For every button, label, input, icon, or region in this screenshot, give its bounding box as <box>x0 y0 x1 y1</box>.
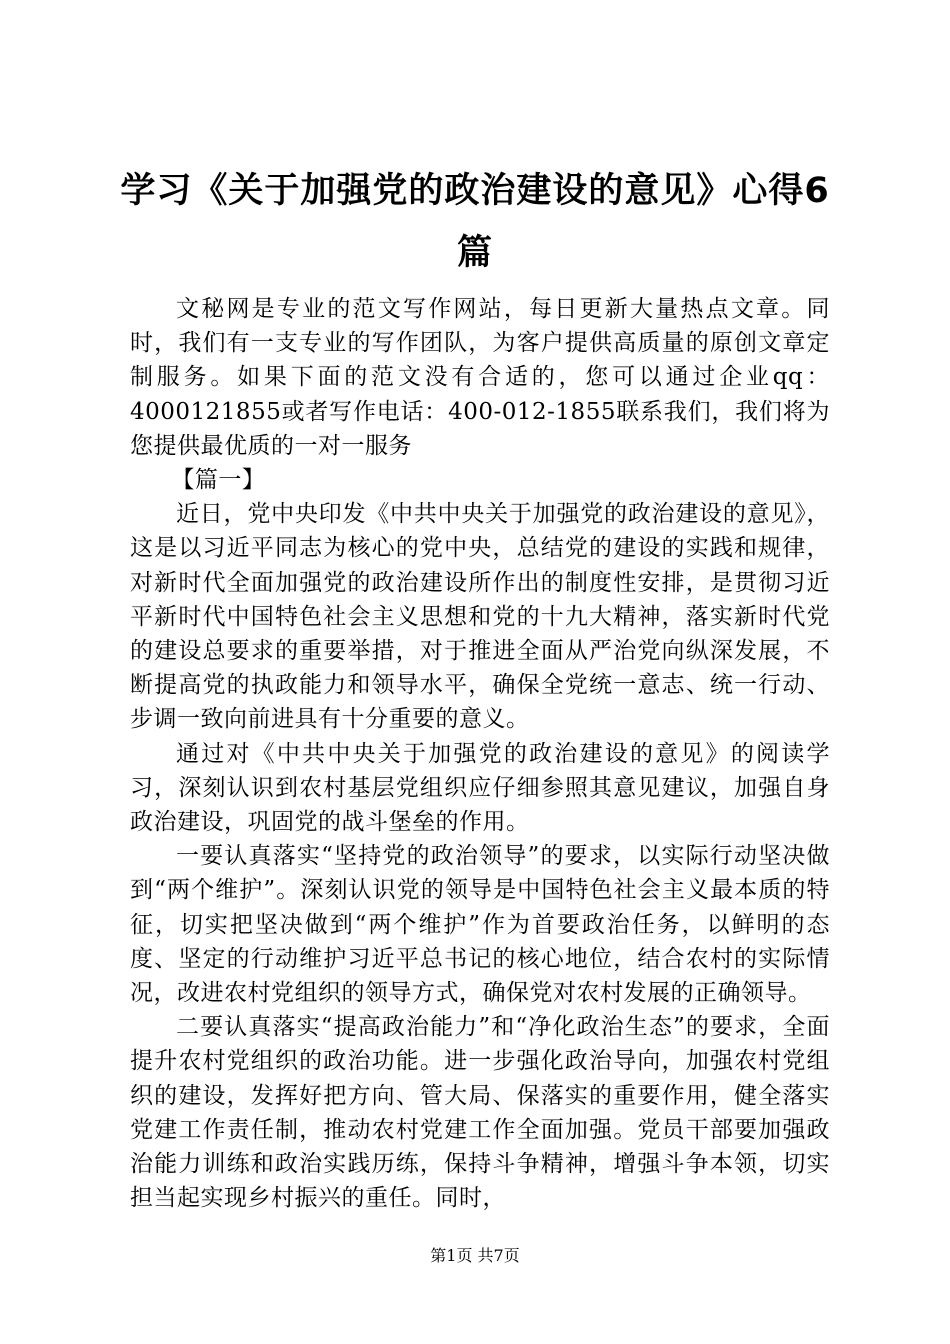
page-footer: 第1页 共7页 <box>430 1246 520 1265</box>
intro-paragraph: 文秘网是专业的范文写作网站，每日更新大量热点文章。同时，我们有一支专业的写作团队，为客户提供高质量的原创文章定制服务。如果下面的范文没有合适的，您可以通过企业qq：4000121855或者写作电话：400-012-1855联系我们，我们将为您提供最优质的一对一服务 <box>130 296 830 459</box>
section-heading: 【篇一】 <box>171 467 266 494</box>
body-paragraph-4: 二要认真落实“提高政治能力”和“净化政治生态”的要求，全面提升农村党组织的政治功能。进一步强化政治导向，加强农村党组织的建设，发挥好把方向、管大局、保落实的重要作用，健全落实党建工作责任制，推动农村党建工作全面加强。党员干部要加强政治能力训练和政治实践历练，保持斗争精神，增强斗争本领，切实担当起实现乡村振兴的重任。同时， <box>130 1014 830 1212</box>
document-body <box>130 292 830 1215</box>
document-title: 学习《关于加强党的政治建设的意见》心得6篇 <box>120 171 830 273</box>
body-paragraph-2: 通过对《中共中央关于加强党的政治建设的意见》的阅读学习，深刻认识到农村基层党组织应仔细参照其意见建议，加强自身政治建设，巩固党的战斗堡垒的作用。 <box>130 740 830 836</box>
body-paragraph-1: 近日，党中央印发《中共中央关于加强党的政治建设的意见》，这是以习近平同志为核心的党中央，总结党的建设的实践和规律，对新时代全面加强党的政治建设所作出的制度性安排，是贯彻习近平新时代中国特色社会主义思想和党的十九大精神，落实新时代党的建设总要求的重要举措，对于推进全面从严治党向纵深发展，不断提高党的执政能力和领导水平，确保全党统一意志、统一行动、步调一致向前进具有十分重要的意义。 <box>130 501 830 733</box>
body-paragraph-3: 一要认真落实“坚持党的政治领导”的要求，以实际行动坚决做到“两个维护”。深刻认识党的领导是中国特色社会主义最本质的特征，切实把坚决做到“两个维护”作为首要政治任务，以鲜明的态度、坚定的行动维护习近平总书记的核心地位，结合农村的实际情况，改进农村党组织的领导方式，确保党对农村发展的正确领导。 <box>130 843 830 1007</box>
